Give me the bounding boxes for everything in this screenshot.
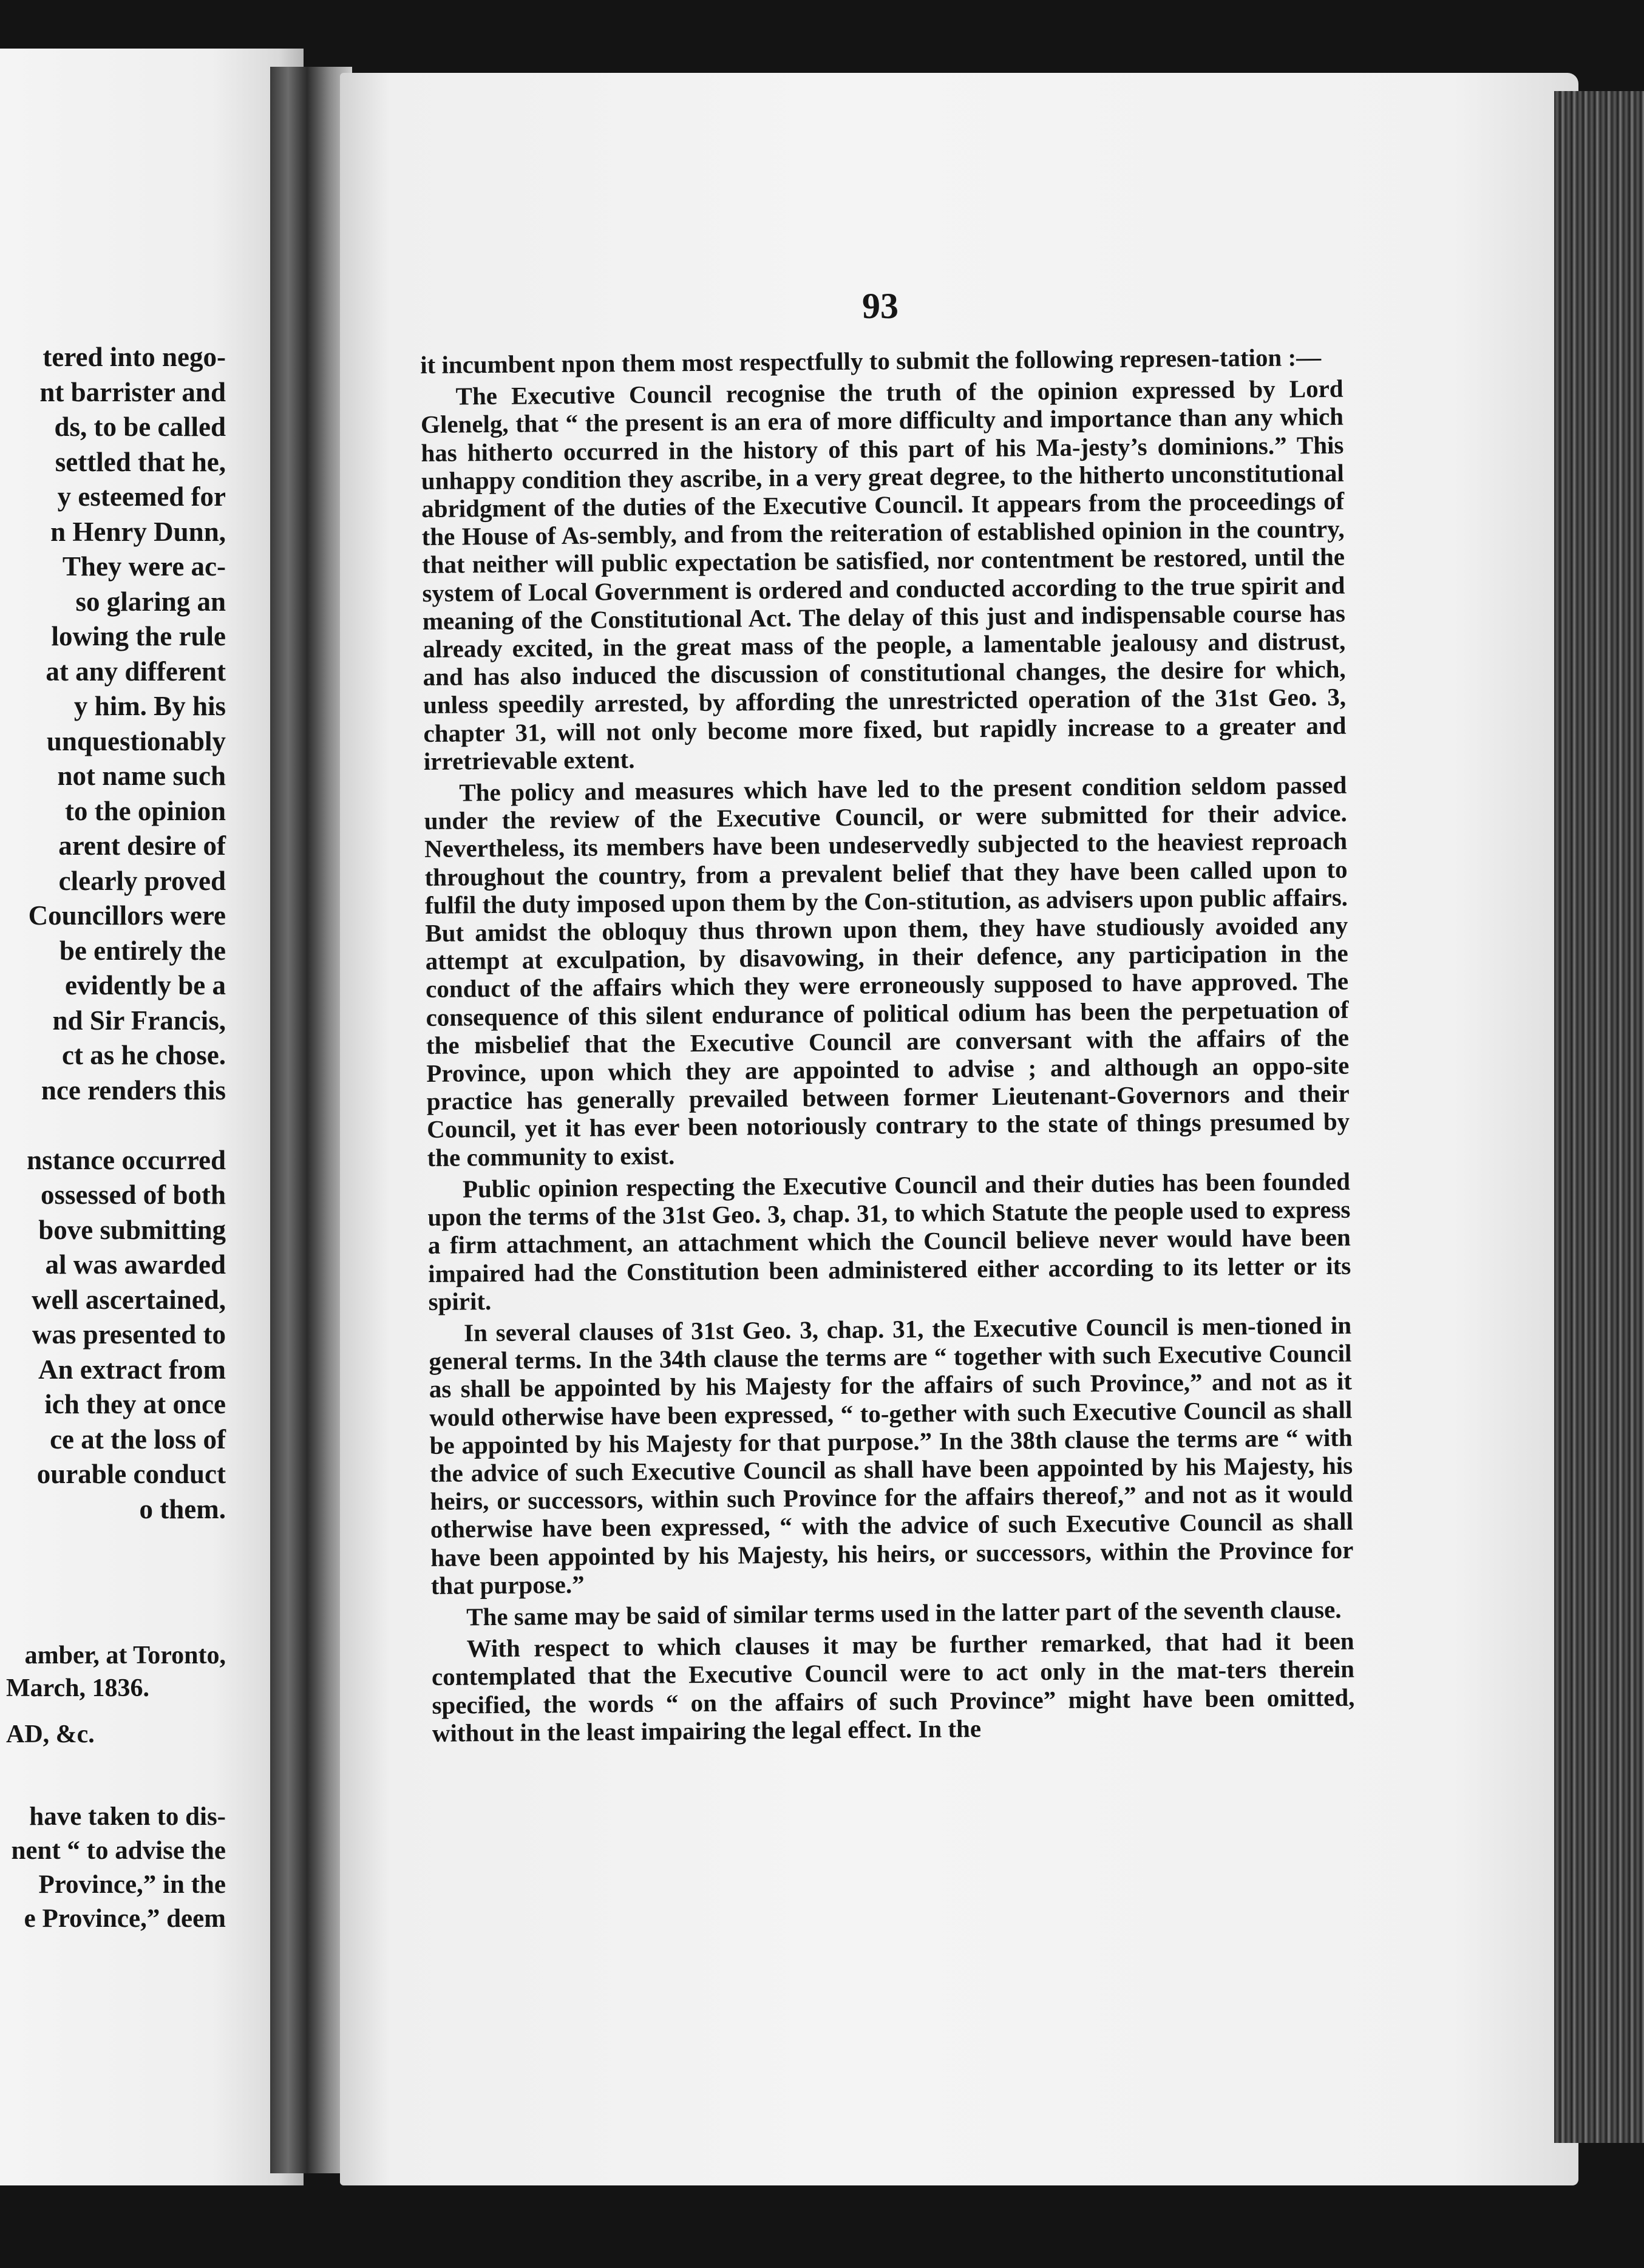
paragraph: With respect to which clauses it may be further remarked, that had it been contemplated that the Executive Council were to act only in the mat-ters therein specified, the words “ on the affairs of such Province” might have been omitted, without in the least impairing the legal effect. In the bbox=[431, 1626, 1355, 1747]
left-line: be entirely the bbox=[59, 935, 226, 966]
left-line: unquestionably bbox=[46, 725, 226, 756]
left-line: n Henry Dunn, bbox=[50, 516, 226, 547]
left-line: ourable conduct bbox=[36, 1459, 226, 1489]
left-line: evidently be a bbox=[65, 970, 226, 1000]
left-line: settled that he, bbox=[55, 446, 226, 477]
left-line: arent desire of bbox=[58, 830, 226, 861]
page-number: 93 bbox=[862, 286, 898, 326]
left-line: An extract from bbox=[38, 1354, 226, 1385]
main-body-text bbox=[420, 343, 1355, 1751]
left-line: al was awarded bbox=[45, 1249, 226, 1280]
left-line: y him. By his bbox=[73, 691, 226, 721]
left-line: to the opinion bbox=[64, 795, 226, 826]
paragraph: it incumbent npon them most respectfully to submit the following represen-tation :— bbox=[420, 343, 1322, 379]
left-final-line: have taken to dis- bbox=[29, 1802, 226, 1831]
left-line: ct as he chose. bbox=[62, 1040, 226, 1070]
left-line: nce renders this bbox=[41, 1075, 226, 1105]
paragraph: Public opinion respecting the Executive Council and their duties has been founded upon the terms of the 31st Geo. 3, chap. 31, to which Statute the people used to express a firm attachment, an attachment which the Council believe never would have been impaired had the Constitution been administered either according to its letter or its spirit. bbox=[427, 1167, 1351, 1316]
left-line: ich they at once bbox=[44, 1389, 226, 1419]
left-final-line: e Province,” deem bbox=[24, 1904, 226, 1933]
left-line: lowing the rule bbox=[51, 621, 226, 651]
left-line: Councillors were bbox=[28, 900, 226, 931]
left-line: They were ac- bbox=[62, 551, 226, 582]
left-line: not name such bbox=[57, 761, 226, 791]
left-page-text bbox=[0, 340, 226, 1527]
left-signature-place: amber, at Toronto, bbox=[24, 1642, 226, 1669]
left-line: ds, to be called bbox=[54, 412, 226, 442]
left-line: was presented to bbox=[32, 1319, 226, 1350]
left-line: nstance occurred bbox=[27, 1144, 226, 1175]
left-final-line: nent “ to advise the bbox=[11, 1836, 226, 1865]
left-signature-date: March, 1836. bbox=[6, 1674, 150, 1702]
left-line: nd Sir Francis, bbox=[52, 1005, 226, 1036]
paragraph: The same may be said of similar terms used in the latter part of the seventh clause. bbox=[466, 1595, 1342, 1631]
left-line: ce at the loss of bbox=[50, 1424, 226, 1455]
left-signature-name: AD, &c. bbox=[6, 1720, 95, 1748]
left-line: so glaring an bbox=[75, 586, 226, 617]
left-line: o them. bbox=[139, 1493, 226, 1524]
paragraph: The Executive Council recognise the truth of the opinion expressed by Lord Glenelg, that “ the present is an era of more difficulty and importance than any which has hitherto occurred in the history of this part of his Ma-jesty’s dominions.” This unhappy condition they ascribe, in a very great degree, to the hitherto unconstitutional abridgment of the duties of the Executive Council. It appears from the proceedings of the House of As-sembly, and from the reiteration of established opinion in the country, that neither will public expectation be satisfied, nor contentment be restored, until the system of Local Government is ordered and conducted according to the true spirit and meaning of the Constitutional Act. The delay of this just and indispensable course has already excited, in the great mass of the people, a lamentable jealousy and distrust, and has also induced the discussion of constitutional changes, the desire for which, unless speedily arrested, by affording the unrestricted operation of the 31st Geo. 3, chapter 31, will not only become more fixed, but rapidly increase to a greater and irretrievable extent. bbox=[420, 374, 1347, 775]
left-final-line: Province,” in the bbox=[38, 1870, 226, 1899]
left-line: clearly proved bbox=[58, 865, 226, 896]
left-line: at any different bbox=[46, 656, 226, 687]
left-line: tered into nego- bbox=[42, 342, 226, 372]
left-line: bove submitting bbox=[38, 1214, 226, 1245]
paragraph: In several clauses of 31st Geo. 3, chap. 31, the Executive Council is men-tioned in general terms. In the 34th clause the terms are “ together with such Executive Council as shall be appointed by his Majesty for the affairs of such Province,” and not as it would otherwise have been expressed, “ to-gether with such Executive Council as shall be appointed by his Majesty for that purpose.” In the 38th clause the terms are “ with the advice of such Executive Council as shall have been appointed by his Majesty, his heirs, or successors, within such Province for the affairs thereof,” and not as it would otherwise have been expressed, “ with the advice of such Executive Council as shall have been appointed by his Majesty, his heirs, or successors, within the Province for that purpose.” bbox=[429, 1311, 1354, 1600]
paragraph: The policy and measures which have led to the present condition seldom passed under the review of the Executive Council, or were submitted for their advice. Nevertheless, its members have been undeservedly subjected to the heaviest reproach throughout the country, from a prevalent belief that they have been called upon to fulfil the duty imposed upon them by the Con-stitution, as advisers upon public affairs. But amidst the obloquy thus thrown upon them, they have studiously avoided any attempt at exculpation, by disavowing, in their defence, any participation in the conduct of the affairs which they were erroneously supposed to have approved. The consequence of this silent endurance of political odium has been the perpetuation of the misbelief that the Executive Council are conversant with the affairs of the Province, upon which they are appointed to advise ; and although an oppo-site practice has generally prevailed between former Lieutenant-Governors and their Council, yet it has ever been notoriously contrary to the state of things presumed by the community to exist. bbox=[424, 770, 1350, 1172]
left-line: y esteemed for bbox=[57, 481, 226, 512]
left-line bbox=[0, 1108, 226, 1143]
left-final-text bbox=[0, 1800, 226, 1936]
page-edges bbox=[1554, 91, 1644, 2143]
left-line: ossessed of both bbox=[40, 1180, 226, 1210]
left-line: nt barrister and bbox=[39, 376, 226, 407]
left-line: well ascertained, bbox=[32, 1284, 226, 1315]
